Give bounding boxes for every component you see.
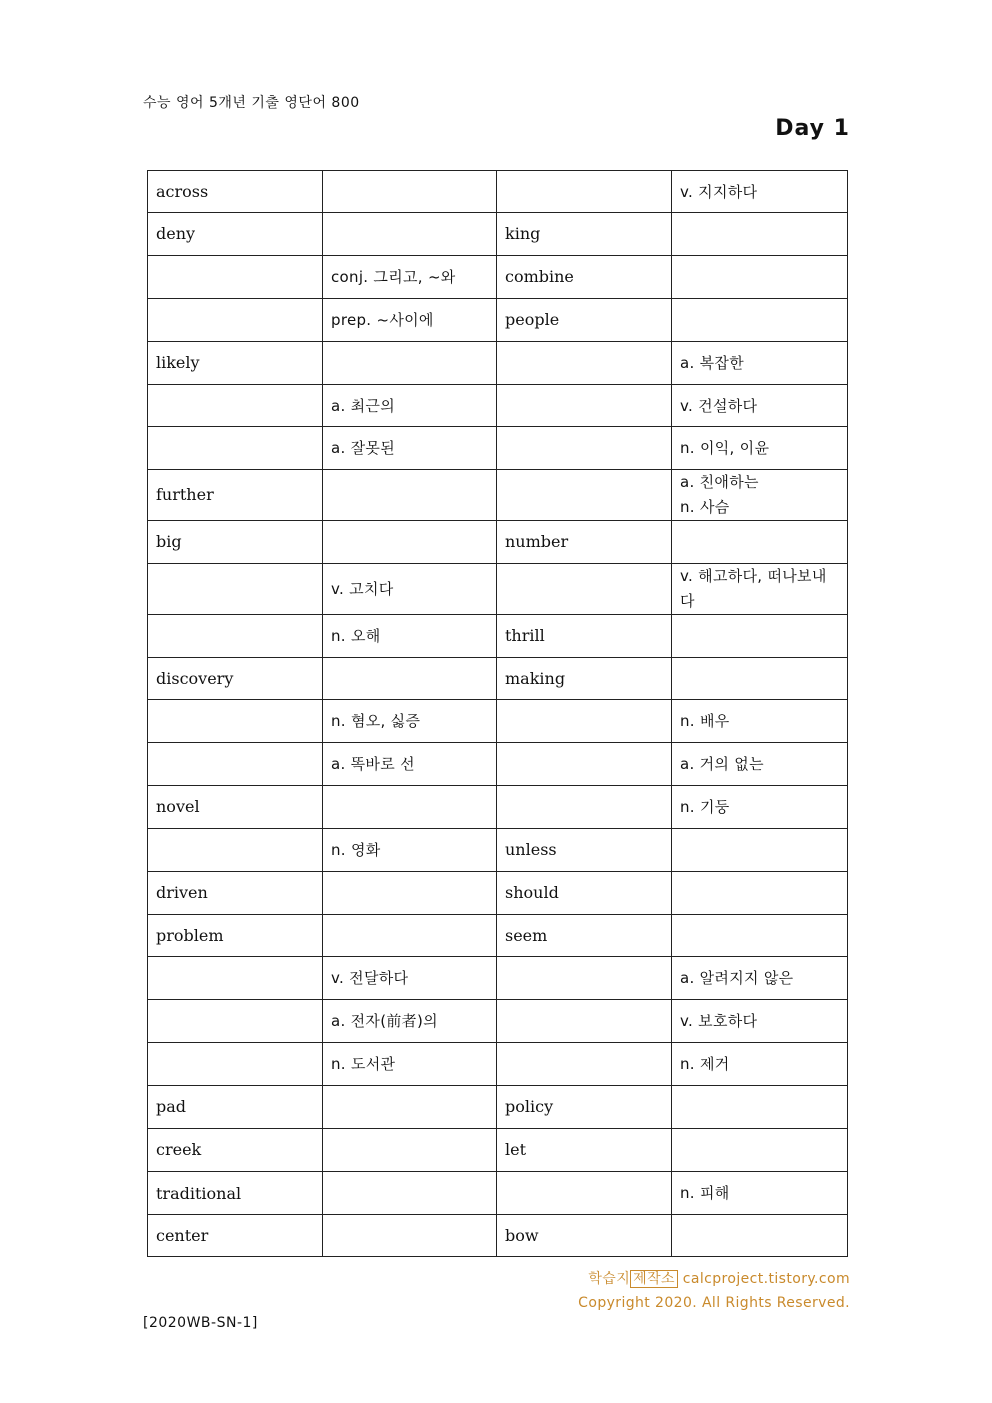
table-cell: n. 배우 — [672, 700, 848, 743]
table-cell — [672, 915, 848, 957]
table-cell: conj. 그리고, ~와 — [323, 256, 497, 299]
table-cell — [672, 521, 848, 564]
table-cell — [323, 658, 497, 700]
table-cell — [497, 385, 672, 427]
table-cell: king — [497, 213, 672, 256]
table-cell: a. 알려지지 않은 — [672, 957, 848, 1000]
table-cell: making — [497, 658, 672, 700]
table-cell — [672, 615, 848, 658]
table-cell: creek — [148, 1129, 323, 1172]
table-cell — [497, 1043, 672, 1086]
table-cell — [148, 427, 323, 470]
vocabulary-table — [147, 170, 848, 1257]
table-cell: n. 제거 — [672, 1043, 848, 1086]
table-cell — [148, 615, 323, 658]
table-cell — [672, 256, 848, 299]
table-cell — [323, 342, 497, 385]
footer-credit — [578, 1267, 850, 1315]
table-cell — [497, 700, 672, 743]
table-cell — [323, 1215, 497, 1257]
table-cell — [148, 1043, 323, 1086]
table-row — [148, 470, 848, 521]
table-row — [148, 872, 848, 915]
table-cell — [148, 957, 323, 1000]
table-row — [148, 1172, 848, 1215]
table-cell — [672, 658, 848, 700]
table-row — [148, 385, 848, 427]
table-cell — [148, 829, 323, 872]
table-row — [148, 1086, 848, 1129]
table-row — [148, 256, 848, 299]
table-row — [148, 658, 848, 700]
table-cell — [148, 743, 323, 786]
table-cell — [323, 872, 497, 915]
table-cell — [497, 957, 672, 1000]
table-cell: likely — [148, 342, 323, 385]
table-cell — [148, 256, 323, 299]
table-cell: v. 해고하다, 떠나보내다 — [672, 564, 848, 615]
day-title: Day 1 — [775, 116, 850, 141]
table-cell: policy — [497, 1086, 672, 1129]
table-cell — [148, 564, 323, 615]
table-row — [148, 615, 848, 658]
table-cell — [672, 872, 848, 915]
table-cell — [672, 1086, 848, 1129]
table-row — [148, 786, 848, 829]
table-cell — [148, 700, 323, 743]
table-cell: across — [148, 171, 323, 213]
table-cell — [672, 299, 848, 342]
table-row — [148, 915, 848, 957]
footer-brand-line — [578, 1267, 850, 1291]
table-cell: big — [148, 521, 323, 564]
table-cell: a. 똑바로 선 — [323, 743, 497, 786]
table-cell: a. 잘못된 — [323, 427, 497, 470]
table-cell: n. 도서관 — [323, 1043, 497, 1086]
table-cell: unless — [497, 829, 672, 872]
copyright-text: Copyright 2020. All Rights Reserved. — [578, 1295, 850, 1311]
table-cell — [148, 299, 323, 342]
table-cell: n. 오해 — [323, 615, 497, 658]
table-cell: further — [148, 470, 323, 521]
table-cell — [497, 427, 672, 470]
table-cell: a. 거의 없는 — [672, 743, 848, 786]
table-cell: n. 혐오, 싫증 — [323, 700, 497, 743]
table-cell: novel — [148, 786, 323, 829]
table-cell: n. 이익, 이윤 — [672, 427, 848, 470]
table-cell: v. 지지하다 — [672, 171, 848, 213]
table-cell: traditional — [148, 1172, 323, 1215]
table-cell: v. 전달하다 — [323, 957, 497, 1000]
table-cell: bow — [497, 1215, 672, 1257]
table-cell: v. 보호하다 — [672, 1000, 848, 1043]
table-cell: people — [497, 299, 672, 342]
table-cell — [323, 213, 497, 256]
table-row — [148, 521, 848, 564]
table-cell — [497, 743, 672, 786]
table-cell: a. 최근의 — [323, 385, 497, 427]
table-cell: should — [497, 872, 672, 915]
table-cell — [323, 1172, 497, 1215]
table-row — [148, 1043, 848, 1086]
table-row — [148, 427, 848, 470]
table-row — [148, 213, 848, 256]
table-cell — [672, 213, 848, 256]
table-row — [148, 1129, 848, 1172]
table-cell — [323, 915, 497, 957]
table-cell — [148, 1000, 323, 1043]
table-cell: v. 고치다 — [323, 564, 497, 615]
table-cell — [323, 521, 497, 564]
table-cell: prep. ~사이에 — [323, 299, 497, 342]
table-row — [148, 829, 848, 872]
table-row — [148, 957, 848, 1000]
table-row — [148, 299, 848, 342]
table-cell — [672, 829, 848, 872]
table-cell: n. 피해 — [672, 1172, 848, 1215]
table-row — [148, 171, 848, 213]
table-cell: driven — [148, 872, 323, 915]
table-cell: number — [497, 521, 672, 564]
table-cell — [323, 171, 497, 213]
table-cell: let — [497, 1129, 672, 1172]
table-cell: problem — [148, 915, 323, 957]
table-cell: combine — [497, 256, 672, 299]
table-cell — [497, 564, 672, 615]
table-row — [148, 700, 848, 743]
table-cell — [323, 470, 497, 521]
table-row — [148, 564, 848, 615]
table-cell: n. 기둥 — [672, 786, 848, 829]
table-cell — [497, 1172, 672, 1215]
table-cell — [672, 1215, 848, 1257]
table-cell: a. 복잡한 — [672, 342, 848, 385]
table-row — [148, 743, 848, 786]
brand-text: 학습지 — [588, 1271, 631, 1287]
table-cell — [672, 1129, 848, 1172]
table-row — [148, 342, 848, 385]
table-cell: seem — [497, 915, 672, 957]
table-cell: a. 전자(前者)의 — [323, 1000, 497, 1043]
table-cell — [148, 385, 323, 427]
site-url: calcproject.tistory.com — [677, 1271, 850, 1287]
document-code: [2020WB-SN-1] — [143, 1315, 258, 1331]
table-row — [148, 1000, 848, 1043]
table-row — [148, 1215, 848, 1257]
table-cell: v. 건설하다 — [672, 385, 848, 427]
table-cell — [323, 1086, 497, 1129]
table-cell — [497, 342, 672, 385]
table-cell: discovery — [148, 658, 323, 700]
table-cell: thrill — [497, 615, 672, 658]
table-cell: deny — [148, 213, 323, 256]
table-cell: center — [148, 1215, 323, 1257]
document-header-title: 수능 영어 5개년 기출 영단어 800 — [143, 95, 360, 111]
brand-boxed-text: 제작소 — [630, 1270, 678, 1288]
table-cell — [497, 470, 672, 521]
table-cell — [323, 786, 497, 829]
table-cell: n. 영화 — [323, 829, 497, 872]
table-cell — [323, 1129, 497, 1172]
table-cell — [497, 171, 672, 213]
table-cell: pad — [148, 1086, 323, 1129]
table-cell — [497, 1000, 672, 1043]
table-cell — [497, 786, 672, 829]
table-cell: a. 친애하는 n. 사슴 — [672, 470, 848, 521]
